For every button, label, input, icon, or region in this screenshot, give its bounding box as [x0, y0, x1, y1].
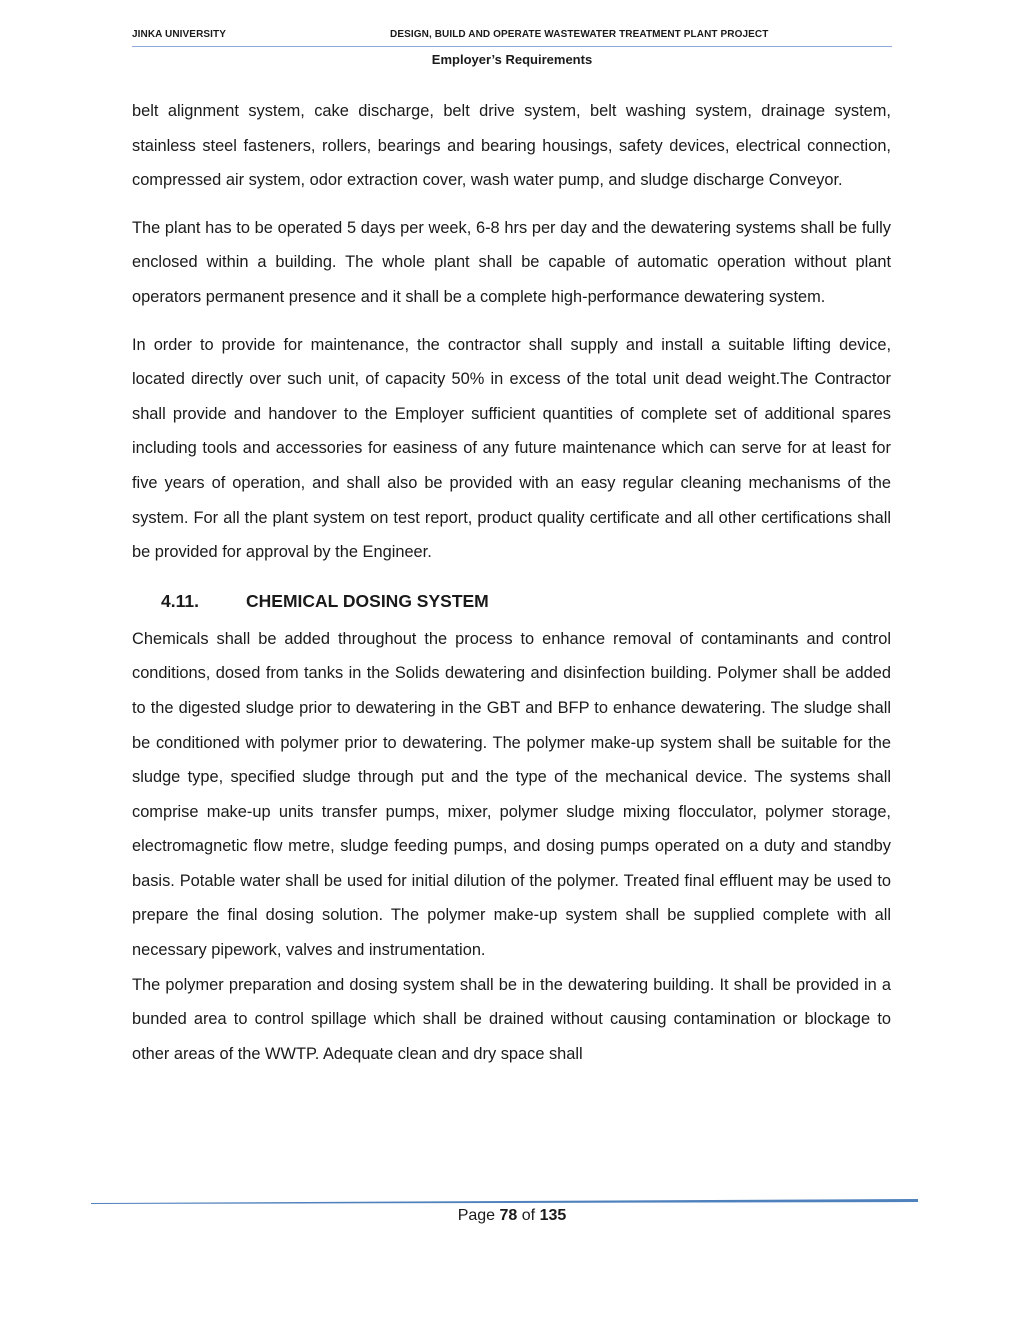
section-heading — [132, 588, 891, 614]
header-subtitle: Employer’s Requirements — [431, 52, 593, 67]
section-number: 4.11. — [161, 590, 199, 611]
section-paragraph: Chemicals shall be added throughout the process to enhance removal of contaminants and control conditions, dosed from tanks in the Solids dewatering and disinfection building. Polymer shall be added to the digested sludge prior to dewatering in the GBT and BFP to enhance dewatering. The sludge shall be conditioned with polymer prior to dewatering. The polymer make-up system shall be suitable for the sludge type, specified sludge through put and the type of the mechanical device. The systems shall comprise make-up units transfer pumps, mixer, polymer sludge mixing flocculator, polymer storage, electromagnetic flow metre, sludge feeding pumps, and dosing pumps operated on a duty and standby basis. Potable water shall be used for initial dilution of the polymer. Treated final effluent may be used to prepare the final dosing solution. The polymer make-up system shall be supplied complete with all necessary pipework, valves and instrumentation. — [132, 629, 891, 960]
footer-divider — [91, 1199, 918, 1203]
document-body — [132, 94, 891, 1071]
total-pages: 135 — [539, 1207, 567, 1224]
section-title: CHEMICAL DOSING SYSTEM — [246, 590, 489, 611]
header-project-title: DESIGN, BUILD AND OPERATE WASTEWATER TREATMENT PLANT PROJECT — [390, 29, 769, 40]
body-paragraph: The plant has to be operated 5 days per week, 6-8 hrs per day and the dewatering systems shall be fully enclosed within a building. The whole plant shall be capable of automatic operation without plant operators permanent presence and it shall be a complete high-performance dewatering system. — [132, 218, 891, 306]
body-paragraph: In order to provide for maintenance, the contractor shall supply and install a suitable lifting device, located directly over such unit, of capacity 50% in excess of the total unit dead weight.The Contractor shall provide and handover to the Employer sufficient quantities of complete set of additional spares including tools and accessories for easiness of any future maintenance which can serve for at least for five years of operation, and shall also be provided with an easy regular cleaning mechanisms of the system. For all the plant system on test report, product quality certificate and all other certifications shall be provided for approval by the Engineer. — [132, 335, 891, 562]
body-paragraph: belt alignment system, cake discharge, belt drive system, belt washing system, drainage system, stainless steel fasteners, rollers, bearings and bearing housings, safety devices, electrical connection, compressed air system, odor extraction cover, wash water pump, and sludge discharge Conveyor. — [132, 102, 891, 190]
page-label: Page — [457, 1207, 496, 1224]
page-footer — [0, 1207, 1024, 1225]
section-paragraph: The polymer preparation and dosing system shall be in the dewatering building. It shall be provided in a bunded area to control spillage which shall be drained without causing contamination or blockage to other areas of the WWTP. Adequate clean and dry space shall — [132, 975, 891, 1063]
page-number: 78 — [499, 1207, 518, 1224]
header-divider — [132, 46, 892, 47]
page-header — [132, 29, 892, 69]
of-label: of — [521, 1207, 536, 1224]
header-organization: JINKA UNIVERSITY — [132, 29, 227, 40]
